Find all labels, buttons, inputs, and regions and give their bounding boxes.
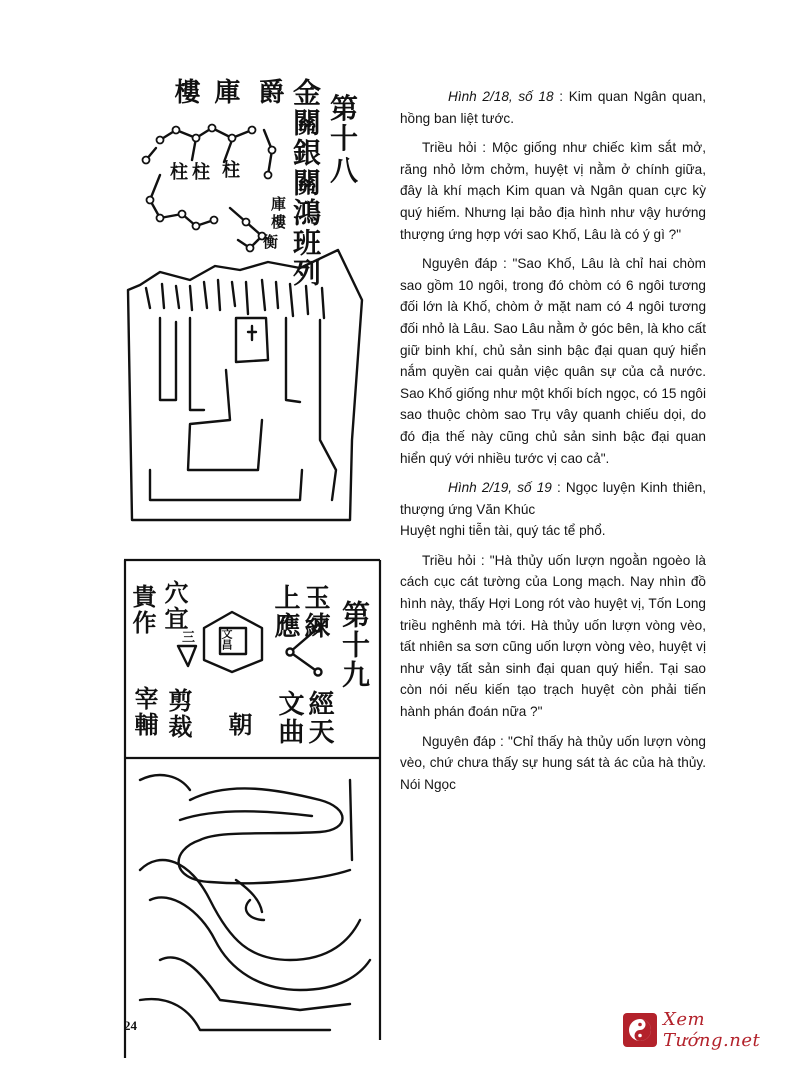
- caption-18-label: Hình 2/18, số 18: [448, 89, 554, 104]
- paragraph-nguyen-dap-19: Nguyên đáp : "Chỉ thấy hà thủy uốn lượn vòng vèo, chứ chưa thấy sự hung sát tà ác của hà thủy. Nói Ngọc: [400, 733, 706, 792]
- paragraph-trieu-hoi-19: Triều hỏi : "Hà thủy uốn lượn ngoằn ngoèo là cách cục cát tường của Long mạch. Nay nhìn đồ hình này, thấy Hợi Long rót vào huyệt vị, Tốn Long triều nghênh mà tới. Hà thủy uốn lượn vòng vèo, tất nhiên sa sơn cũng uốn lượn vòng vèo, huyệt vị như vậy tất sản sinh đại quan quý hiển. Tại sao còn nói nếu kiến tạo trạch huyệt còn phải tiến hành phán đoán nữa ?": [400, 552, 706, 720]
- caption-18-text: : Kim quan Ngân quan, hồng ban liệt tước.: [400, 89, 707, 126]
- fig19-col-xue: 穴宜: [160, 580, 189, 632]
- caption-19-text: : Ngọc luyện Kinh thiên, thượng ứng Văn Khúc: [400, 480, 706, 517]
- fig18-title-char-3: 八: [330, 154, 359, 187]
- fig18-pillar-1: 柱: [219, 160, 240, 180]
- figure-18-stars: [143, 125, 279, 252]
- caption-19-label: Hình 2/19, số 19: [448, 480, 552, 496]
- paragraph-nguyen-dap-18: Nguyên đáp : "Sao Khố, Lâu là chỉ hai chòm sao gồm 10 ngôi, trong đó chòm có 6 ngôi tương đối lớn là Khố, chòm ở mặt nam có 4 ngôi tương đối nhỏ là Lâu. Sao Lâu nằm ở góc bên, là kho cất giữ binh khí, chủ sản sinh bậc đại quan quý hiển nắm quyền cai quản việc quân sự của cả nước. Sao Khố giống như một khối bích ngọc, có 15 ngôi sao thuộc chòm sao Trụ vây quanh chiếu dọi, do đó địa thế này cũng chủ sản sinh bậc đại quan hiển quý với nhiều tước vị cao cả".: [400, 256, 706, 466]
- fig18-title-char-1: 第: [330, 92, 359, 125]
- figure-19-drawing: [140, 612, 370, 1030]
- caption-19-line2: Huyệt nghi tiễn tài, quý tác tể phổ.: [400, 523, 606, 539]
- fig18-small-lou: 樓: [269, 214, 287, 231]
- fig18-pillar-2: 柱: [189, 162, 210, 182]
- watermark[interactable]: [623, 1011, 788, 1049]
- fig18-small-heng: 衡: [261, 234, 279, 251]
- yin-yang-icon: [623, 1013, 657, 1047]
- fig19-title-col3a: 玉練: [300, 584, 330, 640]
- fig19-col-gui: 貴作: [128, 584, 157, 636]
- fig19-zai-fu: 宰輔: [130, 686, 159, 738]
- fig18-title-char-2: 十: [330, 122, 359, 155]
- fig18-pillar-3: 柱: [167, 162, 188, 182]
- fig18-label-jue: 爵: [254, 78, 284, 106]
- fig19-jian-cai: 剪裁: [164, 688, 193, 740]
- watermark-text: Xem Tướng.net: [663, 1009, 761, 1051]
- fig19-center-label: 文昌: [220, 628, 233, 650]
- caption-18: [400, 86, 706, 129]
- fig19-title-col3b: 上應: [270, 584, 300, 640]
- fig19-chao: 朝: [224, 712, 253, 738]
- paragraph-trieu-hoi-18: Triều hỏi : Mộc giống như chiếc kìm sắt mở, răng nhỏ lởm chởm, huyệt vị nằm ở chính giữa, đây là khí mạch Kim quan và Ngân quan cực kỳ quý hiếm. Nhưng lại bảo địa hình như vậy hướng thượng ứng hợp với sao Khố, Lâu là có ý gì ?": [400, 140, 706, 242]
- fig18-label-ku: 庫: [210, 78, 240, 106]
- fig19-title-col2a: 經天: [304, 690, 334, 746]
- article-text: [400, 86, 706, 803]
- fig19-san-jiao: 三: [179, 630, 194, 645]
- fig19-title-col1: 第十九: [338, 600, 371, 690]
- fig18-small-ku: 庫: [269, 196, 287, 213]
- fig18-title-col2: 金關銀關鴻班列: [289, 78, 322, 288]
- fig18-label-lou: 樓: [170, 78, 200, 106]
- figure-18-drawing: [128, 128, 362, 520]
- page-number: 24: [124, 1018, 137, 1033]
- fig19-title-col2b: 文曲: [274, 690, 304, 746]
- caption-19: [400, 477, 706, 520]
